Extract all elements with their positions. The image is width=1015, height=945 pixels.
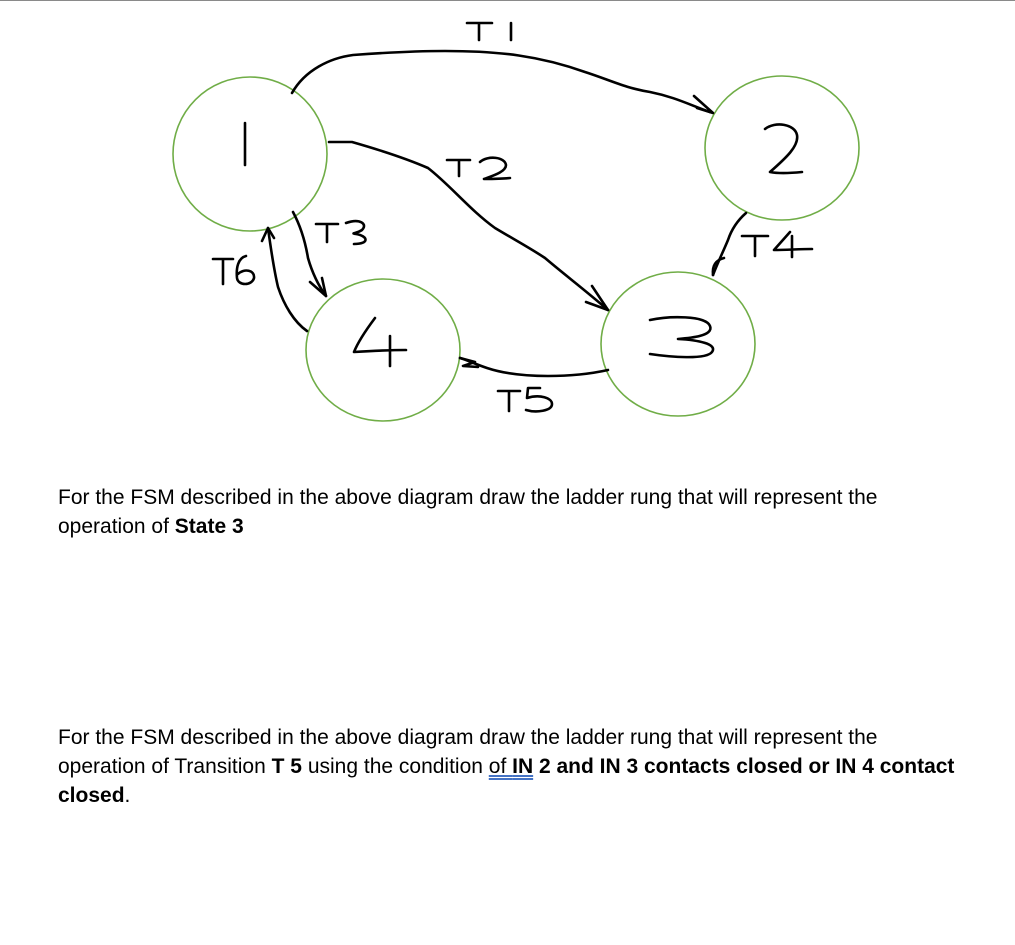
transition-t5 [460,358,608,411]
t6-label-glyph [213,256,254,284]
question-2-underlined-bold: IN [512,755,534,778]
question-2-text-part-3: . [124,784,131,807]
t1-label-glyph [467,23,511,40]
t4-label-glyph [742,232,812,257]
t5-label-glyph [498,388,552,411]
question-2-text-part-2: using the condition [301,755,489,778]
transition-t4 [713,213,812,275]
t2-label-glyph [447,158,510,179]
question-1-text: For the FSM described in the above diagram draw the ladder rung that will represent the operation of [58,486,878,538]
question-transition-t5 [58,723,958,810]
question-state-3 [58,483,958,541]
question-1-state-label: State 3 [174,515,244,538]
question-2-condition: 2 and IN 3 contacts closed or IN 4 contact closed [58,755,955,807]
question-2-text-part-1: For the FSM described in the above diagram draw the ladder rung that will represent the operation of Transition [58,726,878,778]
question-2-underlined-plain: of [488,755,513,778]
state-3-circle [601,272,755,416]
question-2-transition-label: T 5 [271,755,302,778]
state-2-circle [705,76,859,220]
transition-t6 [213,228,307,331]
transition-t1 [292,23,713,113]
fsm-diagram [0,0,1015,440]
state-1-circle [173,77,327,231]
t3-label-glyph [316,221,366,244]
question-2-underlined-text [489,755,533,778]
